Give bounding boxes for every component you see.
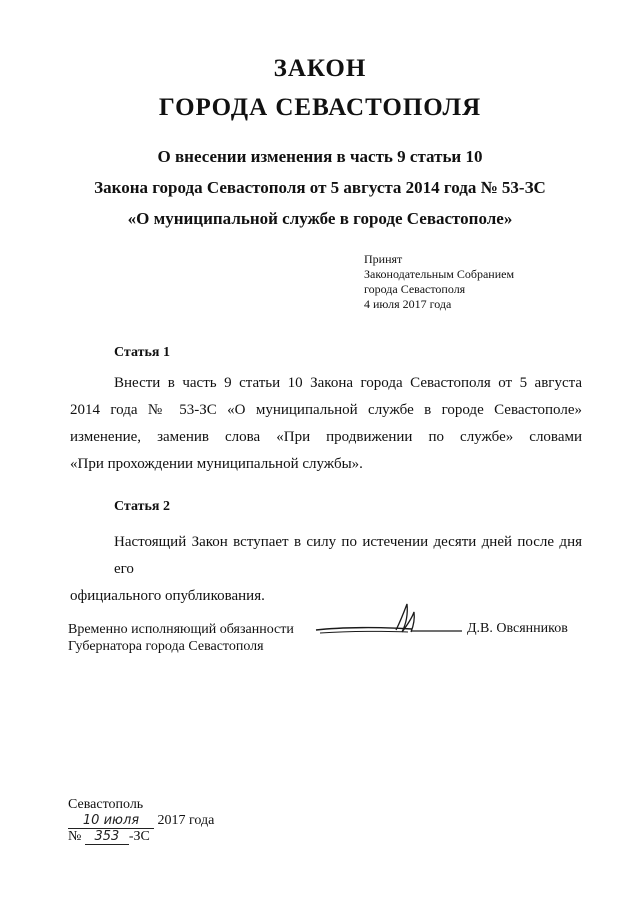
- article-1-line: 2014 года № 53-ЗС «О муниципальной службе в городе Севастополе»: [70, 402, 582, 418]
- law-name-line-1: О внесении изменения в часть 9 статьи 10: [157, 147, 483, 166]
- law-name-line-2: Закона города Севастополя от 5 августа 2014 года № 53-ЗС: [94, 178, 546, 197]
- article-1-title: Статья 1: [114, 345, 170, 360]
- article-2-line: официального опубликования.: [70, 588, 265, 604]
- footer-date-line: [68, 813, 228, 829]
- handwritten-number: 353: [85, 829, 129, 845]
- handwritten-date: 10 июля: [68, 813, 154, 829]
- article-1-line: изменение, заменив слова «При продвижении по службе» словами: [70, 429, 582, 445]
- footer-number-prefix: №: [68, 829, 82, 844]
- adoption-line: Законодательным Собранием: [364, 267, 515, 281]
- footer-year: 2017 года: [157, 813, 215, 828]
- article-2-line: Настоящий Закон вступает в силу по истечении десяти дней после дня его: [114, 534, 582, 577]
- article-1-line: «При прохождении муниципальной службы».: [70, 456, 363, 472]
- signatory-position-line-1: Временно исполняющий обязанности: [68, 622, 294, 637]
- signatory-position-line-2: Губернатора города Севастополя: [68, 639, 264, 654]
- law-name-line-3: «О муниципальной службе в городе Севастополе»: [127, 209, 513, 228]
- footer-city: Севастополь: [68, 797, 144, 812]
- adoption-line: города Севастополя: [364, 282, 466, 296]
- article-1-text: [70, 370, 582, 478]
- handwritten-signature: [312, 600, 482, 645]
- article-1-line: Внести в часть 9 статьи 10 Закона города Севастополя от 5 августа: [114, 375, 582, 391]
- adoption-block: [364, 252, 584, 312]
- article-2-title: Статья 2: [114, 499, 170, 514]
- law-title: ЗАКОН: [273, 55, 367, 82]
- adoption-line: Принят: [364, 252, 403, 266]
- footer-number-line: [68, 829, 228, 845]
- law-subtitle: ГОРОДА СЕВАСТОПОЛЯ: [158, 94, 482, 121]
- signatory-name: Д.В. Овсянников: [467, 621, 568, 636]
- adoption-line: 4 июля 2017 года: [364, 297, 452, 311]
- footer-number-suffix: -ЗС: [128, 829, 150, 844]
- article-2-text: [70, 529, 582, 610]
